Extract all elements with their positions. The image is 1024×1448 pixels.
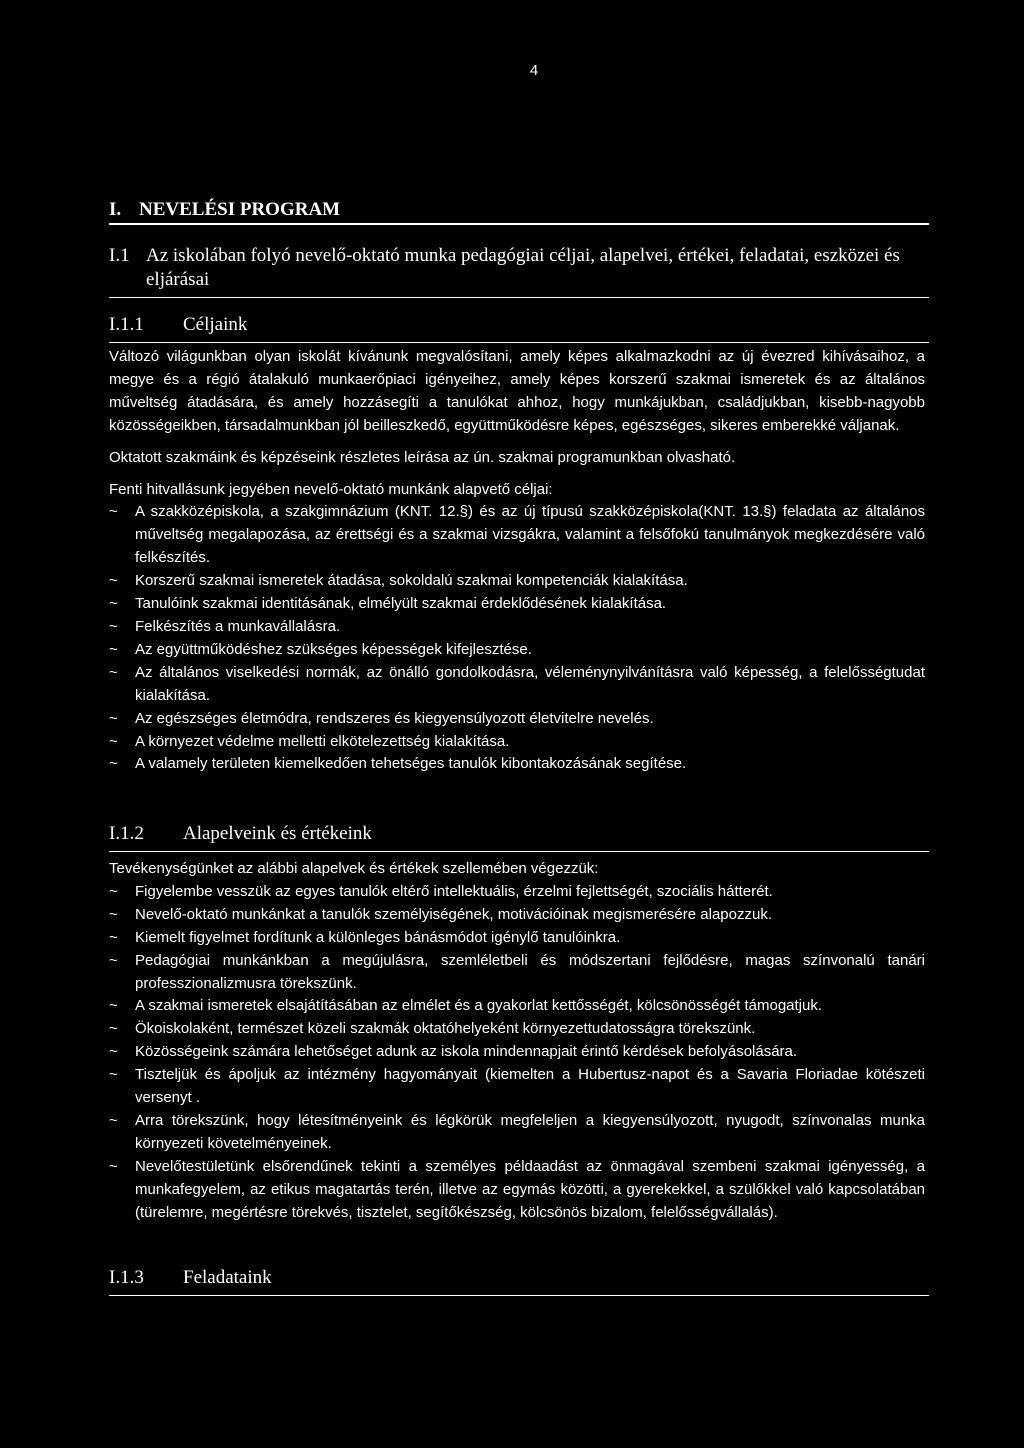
paragraph: Fenti hitvallásunk jegyében nevelő-oktató munkánk alapvető céljai: [109,480,553,498]
list-item-text: A szakmai ismeretek elsajátításában az elmélet és a gyakorlat kettősségét, kölcsönösségét támogatjuk. [135,997,823,1015]
subsection-heading-tasks [109,1266,929,1296]
list-item [109,570,925,593]
paragraph: Oktatott szakmáink és képzéseink részletes leírása az ún. szakmai programunkban olvasható. [109,448,736,466]
principles-list [109,881,925,1225]
list-item-text: A valamely területen kiemelkedően tehetséges tanulók kibontakozásának segítése. [135,755,687,773]
bullet-tilde: ~ [109,709,118,727]
list-item [109,1041,925,1064]
list-item [109,731,925,754]
subsection-title: Céljaink [183,314,248,335]
principles-body [109,858,925,1225]
subsection-number: I.1.3 [109,1267,144,1288]
bullet-tilde: ~ [109,1020,118,1038]
subsection-number: I.1.2 [109,823,144,844]
bullet-tilde: ~ [109,997,118,1015]
list-item [109,616,925,639]
chapter-title: NEVELÉSI PROGRAM [139,199,341,220]
list-item [109,708,925,731]
list-item-text: Az általános viselkedési normák, az önálló gondolkodásra, véleménynyilvánításra való képesség, a felelősségtudat kialakítása. [135,663,925,704]
subsection-title: Feladataink [183,1267,272,1288]
bullet-tilde: ~ [109,905,118,923]
list-item-text: Kiemelt figyelmet fordítunk a különleges bánásmódot igénylő tanulóinkra. [135,928,621,946]
list-item-text: Közösségeink számára lehetőséget adunk az iskola mindennapjait érintő kérdések befolyásolására. [135,1043,798,1061]
section-number: I.1 [109,245,130,266]
list-item [109,881,925,904]
section-heading [109,244,929,298]
bullet-tilde: ~ [109,1111,118,1129]
list-item [109,927,925,950]
list-item-text: Felkészítés a munkavállalásra. [135,617,341,635]
subsection-heading-goals [109,313,929,343]
list-item-text: Tanulóink szakmai identitásának, elmélyült szakmai érdeklődésének kialakítása. [135,595,667,613]
bullet-tilde: ~ [109,882,118,900]
bullet-tilde: ~ [109,640,118,658]
paragraph: Változó világunkban olyan iskolát kívánunk megvalósítani, amely képes alkalmazkodni az új évezred kihívásaihoz, a megye és a régió átalakuló munkaerőpiaci igényeihez, amely képes korszerű szakmai ismeretek és az általános műveltség átadására, és amely hozzásegíti a tanulókat ahhoz, hogy munkájukban, családjukban, kisebb-nagyobb közösségeikben, társadalmunkban jól beilleszkedő, együttműködésre képes, egészséges, sikeres emberekké váljanak. [109,348,925,434]
list-item-text: Nevelőtestületünk elsőrendűnek tekinti a személyes példaadást az önmagával szembeni szakmai igényesség, a munkafegyelem, az etikus magatartás terén, illetve az egymás közötti, a gyerekekkel, a szülőkkel való kapcsolatában (türelemre, megértésre törekvés, tisztelet, segítőkészség, kölcsönös bizalom, felelősségvállalás). [135,1157,925,1221]
list-item-text: A szakközépiskola, a szakgimnázium (KNT. 12.§) és az új típusú szakközépiskola(KNT. 13.§) feladata az általános műveltség megalapozása, az érettségi és a szakmai vizsgákra, valamint a felsőfokú tanulmányok megkezdésére való felkészítés. [135,503,925,567]
bullet-tilde: ~ [109,1043,118,1061]
list-item-text: A környezet védelme melletti elkötelezettség kialakítása. [135,732,510,750]
bullet-tilde: ~ [109,951,118,969]
list-item [109,1064,925,1110]
list-item-text: Az egészséges életmódra, rendszeres és kiegyensúlyozott életvitelre nevelés. [135,709,654,727]
goals-body [109,346,925,776]
bullet-tilde: ~ [109,663,118,681]
list-item-text: Figyelembe vesszük az egyes tanulók eltérő intellektuális, érzelmi fejlettségét, szociális hátterét. [135,882,773,900]
bullet-tilde: ~ [109,617,118,635]
bullet-tilde: ~ [109,595,118,613]
bullet-tilde: ~ [109,572,118,590]
list-item [109,1110,925,1156]
list-item [109,995,925,1018]
bullet-tilde: ~ [109,732,118,750]
goals-list [109,501,925,776]
bullet-tilde: ~ [109,928,118,946]
page-number: 4 [529,62,539,79]
list-item [109,639,925,662]
list-item-text: Ökoiskolaként, természet közeli szakmák oktatóhelyeként környezettudatosságra törekszünk. [135,1020,756,1038]
list-item [109,501,925,570]
paragraph: Tevékenységünket az alábbi alapelvek és értékek szellemében végezzük: [109,860,599,877]
bullet-tilde: ~ [109,1066,118,1084]
bullet-tilde: ~ [109,755,118,773]
bullet-tilde: ~ [109,1157,118,1175]
list-item [109,904,925,927]
list-item [109,1018,925,1041]
list-item [109,1156,925,1225]
subsection-title: Alapelveink és értékeink [183,823,372,844]
list-item [109,950,925,996]
subsection-number: I.1.1 [109,314,144,335]
list-item [109,753,925,776]
bullet-tilde: ~ [109,503,118,521]
list-item-text: Nevelő-oktató munkánkat a tanulók személyiségének, motivációinak megismerésére alapozzuk. [135,905,772,923]
chapter-heading [109,198,929,225]
list-item [109,593,925,616]
subsection-heading-principles [109,822,929,852]
list-item [109,662,925,708]
list-item-text: Korszerű szakmai ismeretek átadása, sokoldalú szakmai kompetenciák kialakítása. [135,572,688,590]
list-item-text: Arra törekszünk, hogy létesítményeink és légkörük megfeleljen a kiegyensúlyozott, nyugodt, színvonalas munka környezeti követelményeinek. [135,1111,925,1152]
list-item-text: Tiszteljük és ápoljuk az intézmény hagyományait (kiemelten a Hubertusz-napot és a Savaria Floriadae kötészeti versenyt . [135,1066,925,1107]
section-title: Az iskolában folyó nevelő-oktató munka pedagógiai céljai, alapelvei, értékei, feladatai, eszközei és eljárásai [146,245,900,290]
list-item-text: Pedagógiai munkánkban a megújulásra, szemléletbeli és módszertani fejlődésre, magas színvonalú tanári professzionalizmusra törekszünk. [135,951,925,992]
list-item-text: Az együttműködéshez szükséges képességek kifejlesztése. [135,640,532,658]
chapter-number: I. [109,199,122,220]
